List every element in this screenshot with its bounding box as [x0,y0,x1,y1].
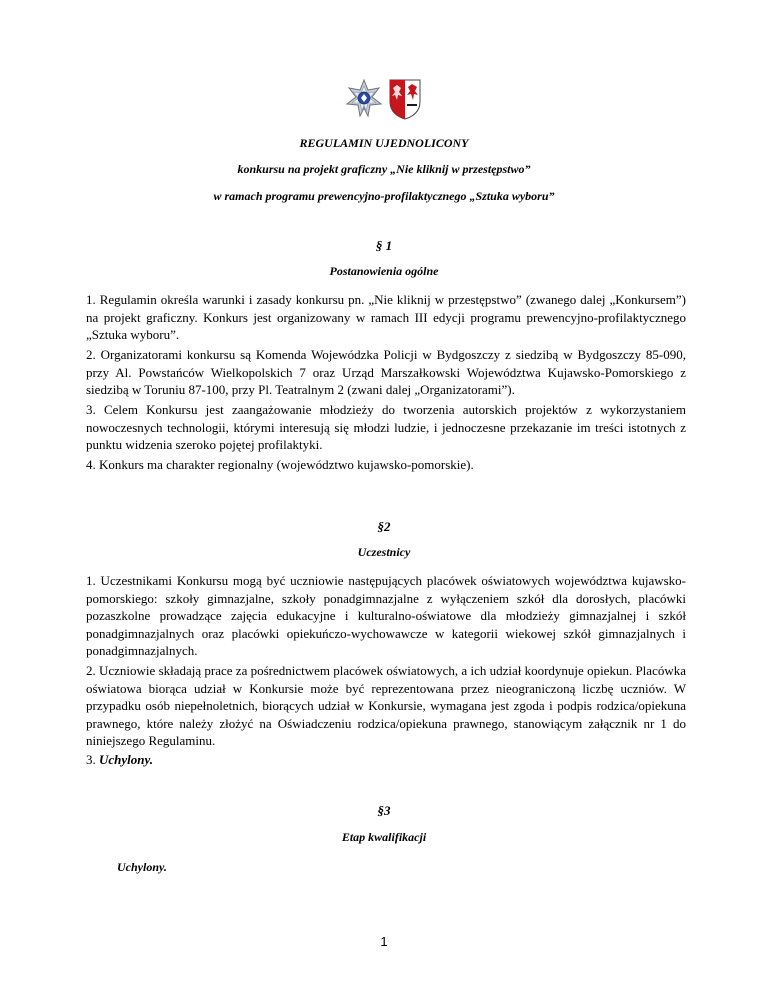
section-1-paragraph-4: 4. Konkurs ma charakter regionalny (województwo kujawsko-pomorskie). [86,457,474,472]
document-subtitle-contest: konkursu na projekt graficzny „Nie kliknij w przestępstwo” [237,162,531,176]
section-1-number: § 1 [375,238,393,253]
section-3-heading: Etap kwalifikacji [341,830,427,844]
section-2-paragraph-3-text: Uchylony. [99,752,154,767]
page-number: 1 [380,934,388,949]
section-2-number: §2 [377,519,391,534]
section-2-paragraph-1: 1. Uczestnikami Konkursu mogą być uczniowie następujących placówek oświatowych województwa kujawsko-pomorskiego: szkoły gimnazjalne, szkoły ponadgimnazjalne z wyłączeniem szkół dla dorosłych, placówki pozaszkolne prowadzące zajęcia edukacyjne i kulturalno-oświatowe dla młodzieży gimnazjalnej i szkół ponadgimnazjalnych oraz placówki opiekuńczo-wychowawcze w kategorii wiekowej szkół gimnazjalnych i ponadgimnazjalnych. [86,573,686,658]
section-2-paragraph-2: 2. Uczniowie składają prace za pośrednictwem placówek oświatowych, a ich udział koordynuje opiekun. Placówka oświatowa biorąca udział w Konkursie może być reprezentowana przez nieograniczoną liczbę uczniów. W przypadku osób niepełnoletnich, biorących udział w Konkursie, wymagana jest zgoda i podpis rodzica/opiekuna prawnego, które należy złożyć na Oświadczeniu rodzica/opiekuna prawnego, stanowiącym załącznik nr 1 do niniejszego Regulaminu. [86,663,686,748]
section-1-paragraph-1: 1. Regulamin określa warunki i zasady konkursu pn. „Nie kliknij w przestępstwo” (zwanego dalej „Konkursem”) na projekt graficzny. Konkurs jest organizowany w ramach III edycji programu prewencyjno-profilaktycznego „Sztuka wyboru”. [86,292,686,342]
document-title: REGULAMIN UJEDNOLICONY [299,136,469,150]
logos [344,78,422,120]
section-3-text: Uchylony. [117,860,167,874]
section-2-paragraph-3 [86,751,686,769]
section-2-paragraph-3-prefix: 3. [86,752,99,767]
section-1-paragraph-3: 3. Celem Konkursu jest zaangażowanie młodzieży do tworzenia autorskich projektów z wykorzystaniem nowoczesnych technologii, którymi interesują się młodzi ludzie, i jednoczesne przekazanie im treści istotnych z punktu widzenia szeroko pojętej profilaktyki. [86,402,686,452]
section-1-paragraph-2: 2. Organizatorami konkursu są Komenda Wojewódzka Policji w Bydgoszczy z siedzibą w Bydgoszczy 85-090, przy Al. Powstańców Wielkopolskich 7 oraz Urząd Marszałkowski Województwa Kujawsko-Pomorskiego z siedzibą w Toruniu 87-100, przy Pl. Teatralnym 2 (zwani dalej „Organizatorami”). [86,347,686,397]
section-1-heading: Postanowienia ogólne [329,264,439,278]
police-star-emblem [344,78,384,120]
section-2-heading: Uczestnicy [357,545,411,559]
document-subtitle-program: w ramach programu prewencyjno-profilaktycznego „Sztuka wyboru” [213,189,555,203]
kujawsko-pomorskie-coat-of-arms [388,78,422,120]
section-3-number: §3 [377,803,391,818]
